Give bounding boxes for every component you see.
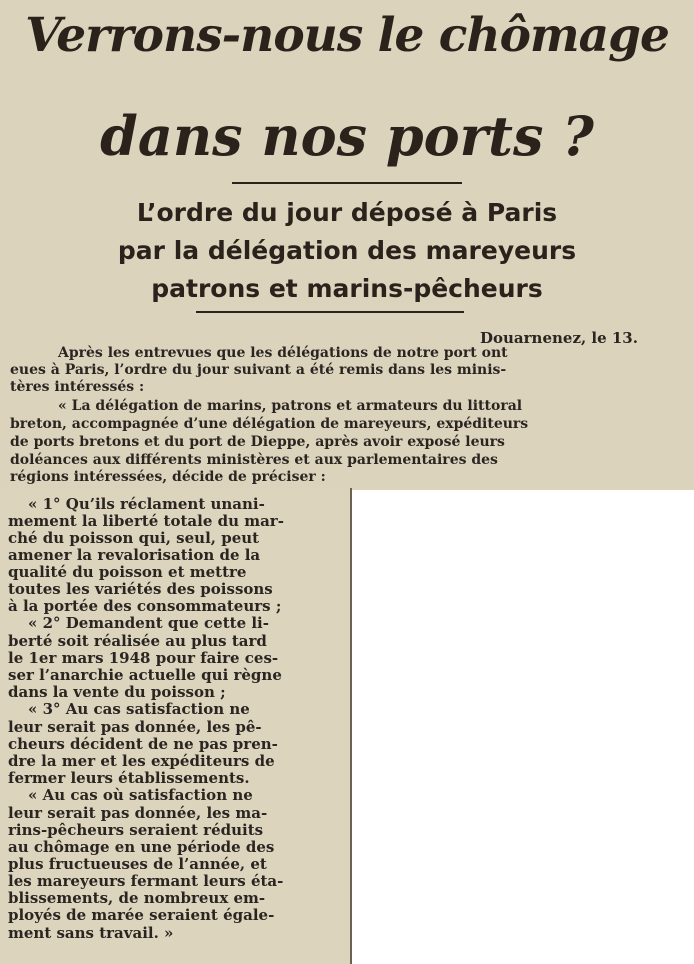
intro-line: tères intéressés : xyxy=(10,379,145,395)
column-line: cheurs décident de ne pas pren- xyxy=(8,735,278,753)
dateline: Douarnenez, le 13. xyxy=(480,329,638,347)
intro-line: eues à Paris, l’ordre du jour suivant a été remis dans les minis- xyxy=(10,362,507,378)
headline-rule xyxy=(232,182,462,184)
column-line: leur serait pas donnée, les pê- xyxy=(8,718,262,736)
subheadline-line-3: patrons et marins-pêcheurs xyxy=(151,274,543,303)
subheadline-line-1: L’ordre du jour déposé à Paris xyxy=(136,198,558,227)
intro-line: régions intéressées, décide de préciser : xyxy=(10,469,326,485)
column-line: mement la liberté totale du mar- xyxy=(8,512,284,530)
column-line: dans la vente du poisson ; xyxy=(8,683,226,701)
headline-line-2: dans nos ports ? xyxy=(100,104,594,168)
column-line: leur serait pas donnée, les ma- xyxy=(8,804,268,822)
column-line: « 2° Demandent que cette li- xyxy=(28,614,269,632)
column-line: ché du poisson qui, seul, peut xyxy=(8,529,260,547)
column-line: ployés de marée seraient égale- xyxy=(8,906,275,924)
column-line: « 1° Qu’ils réclament unani- xyxy=(28,495,265,513)
headline-line-1: Verrons-nous le chômage xyxy=(25,8,669,63)
intro-line: « La délégation de marins, patrons et armateurs du littoral xyxy=(58,398,523,414)
column-line: plus fructueuses de l’année, et xyxy=(8,855,267,873)
column-line: amener la revalorisation de la xyxy=(8,546,261,564)
subheadline-line-2: par la délégation des mareyeurs xyxy=(117,236,577,265)
intro-line: breton, accompagnée d’une délégation de mareyeurs, expéditeurs xyxy=(10,416,529,432)
column-line: le 1er mars 1948 pour faire ces- xyxy=(8,649,279,667)
column-line: « 3° Au cas satisfaction ne xyxy=(28,700,250,718)
column-line: rins-pêcheurs seraient réduits xyxy=(8,821,264,839)
column-line: les mareyeurs fermant leurs éta- xyxy=(8,872,284,890)
column-line: toutes les variétés des poissons xyxy=(8,580,273,598)
column-line: « Au cas où satisfaction ne xyxy=(28,786,253,804)
intro-line: doléances aux différents ministères et aux parlementaires des xyxy=(10,452,498,468)
column-line: dre la mer et les expéditeurs de xyxy=(8,752,275,770)
column-line: au chômage en une période des xyxy=(8,838,275,856)
intro-line: Après les entrevues que les délégations de notre port ont xyxy=(58,345,508,361)
column-line: à la portée des consommateurs ; xyxy=(8,597,282,615)
intro-line: de ports bretons et du port de Dieppe, après avoir exposé leurs xyxy=(10,434,505,450)
column-line: ser l’anarchie actuelle qui règne xyxy=(8,666,282,684)
column-line: fermer leurs établissements. xyxy=(8,769,250,787)
column-line: qualité du poisson et mettre xyxy=(8,563,247,581)
subheadline-rule xyxy=(196,311,464,313)
column-line: blissements, de nombreux em- xyxy=(8,889,266,907)
column-edge xyxy=(350,488,352,964)
column-line: ment sans travail. » xyxy=(8,924,174,942)
column-line: berté soit réalisée au plus tard xyxy=(8,632,267,650)
